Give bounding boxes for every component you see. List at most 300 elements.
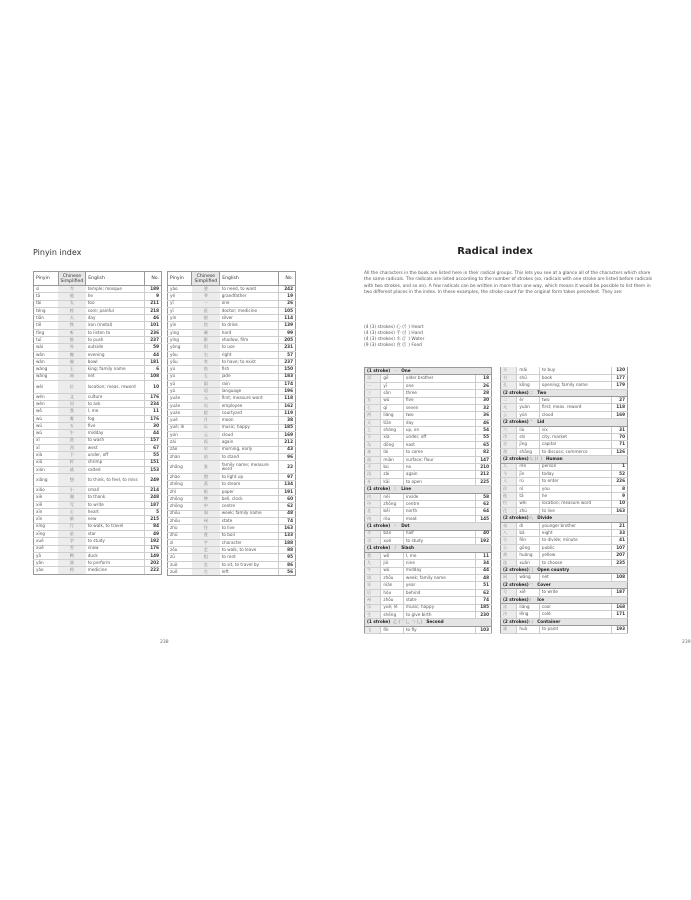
chinese-cell: 张 — [192, 461, 220, 474]
table-row — [168, 532, 296, 539]
english-cell: net — [86, 373, 145, 380]
col-number: No. — [145, 272, 162, 286]
english-cell: moon — [220, 417, 279, 424]
chinese-cell: 五 — [58, 423, 86, 430]
pinyin-cell: zài — [168, 439, 192, 446]
number-cell: 36 — [475, 412, 491, 419]
english-cell: year — [403, 582, 475, 589]
table-row — [168, 300, 296, 307]
pinyin-cell: jīng — [517, 441, 540, 448]
radical-name: Two — [537, 389, 547, 395]
english-cell: sore; painful — [86, 307, 145, 314]
chinese-cell: 内 — [365, 493, 381, 500]
number-cell: 176 — [145, 545, 162, 552]
chinese-cell: 字 — [192, 539, 220, 546]
english-cell: state — [403, 597, 475, 604]
english-cell: to enter — [539, 478, 611, 485]
table-row — [501, 441, 628, 448]
table-row — [365, 530, 492, 537]
group-header-cell — [501, 567, 628, 574]
radical-name: Open country — [537, 566, 570, 572]
chinese-cell: 爷 — [192, 293, 220, 300]
english-cell: you — [539, 485, 611, 492]
table-row — [168, 329, 296, 336]
table-row — [365, 404, 492, 411]
table-row — [168, 286, 296, 293]
number-cell: 168 — [611, 604, 627, 611]
table-row — [34, 408, 162, 415]
table-row — [501, 367, 628, 374]
english-cell: net — [539, 574, 611, 581]
table-row — [501, 500, 628, 507]
pinyin-cell: xià — [34, 452, 59, 459]
table-row — [168, 373, 296, 380]
pinyin-cell: fēn — [517, 537, 540, 544]
english-cell: city, market — [539, 434, 611, 441]
pinyin-cell: rén — [517, 463, 540, 470]
english-cell: week; family name — [220, 510, 279, 517]
intro-paragraph: All the characters in the book are listed here in their radical groups. This lets you see at a glance all of the characters which share the same radicals. The radicals are listed according to the number of strokes (so, radicals with one stroke are listed before radicals with two strokes, and so on). A few radicals can be written in more than one way, which means it would be possible to list them in two different places in the index. In these examples, the stroke count for the original form takes precedent. They are: — [364, 271, 653, 295]
table-row — [34, 474, 162, 487]
chinese-cell: 五 — [365, 397, 381, 404]
pinyin-cell: zuǒ — [168, 568, 192, 575]
number-cell: 231 — [279, 344, 296, 351]
radical-group-header — [501, 567, 628, 574]
table-row — [34, 423, 162, 430]
table-row — [168, 496, 296, 503]
english-cell: location; meas. reword — [86, 380, 145, 393]
number-cell: 153 — [145, 466, 162, 473]
table-row — [168, 424, 296, 431]
number-cell: 38 — [279, 417, 296, 424]
table-row — [365, 390, 492, 397]
table-row — [365, 508, 492, 515]
chinese-cell: 碗 — [58, 358, 86, 365]
radical-group-header — [365, 523, 492, 530]
pinyin-cell: liáng — [517, 604, 540, 611]
number-cell: 51 — [475, 582, 491, 589]
table-row — [168, 315, 296, 322]
radical-glyph: 丶 — [393, 523, 398, 529]
pinyin-cell: yún — [168, 431, 192, 438]
english-cell: to need, to want — [220, 286, 279, 293]
english-cell: grandfather — [220, 293, 279, 300]
number-cell: 226 — [611, 478, 627, 485]
chinese-cell: 哥 — [365, 375, 381, 382]
english-cell: yellow — [539, 552, 611, 559]
english-cell: surface; flour — [403, 456, 475, 463]
number-cell: 215 — [145, 516, 162, 523]
english-cell: star — [86, 530, 145, 537]
pinyin-cell: yuè; lè — [168, 424, 192, 431]
pinyin-cell: miàn — [381, 456, 404, 463]
pinyin-cell: zhōng — [168, 496, 192, 503]
english-cell: again — [220, 439, 279, 446]
pinyin-cell: yī — [168, 307, 192, 314]
english-cell: right — [220, 351, 279, 358]
chinese-cell: 影 — [192, 337, 220, 344]
number-cell: 21 — [611, 522, 627, 529]
pinyin-cell: wǎn — [34, 351, 59, 358]
radical-group-header — [501, 389, 628, 396]
stroke-count: (1 stroke) — [367, 523, 391, 529]
pinyin-cell: yuán — [168, 395, 192, 402]
english-cell: to give birth — [403, 611, 475, 618]
number-cell: 57 — [279, 351, 296, 358]
stroke-count: (2 strokes) — [503, 515, 529, 521]
number-cell: 59 — [145, 344, 162, 351]
radical-glyph: 丨 — [393, 486, 398, 492]
number-cell: 207 — [611, 552, 627, 559]
radical-table-1 — [364, 367, 492, 634]
pinyin-cell: wǔ — [34, 430, 59, 437]
chinese-cell: 商 — [501, 448, 517, 455]
group-header-cell — [365, 523, 492, 530]
number-cell: 230 — [475, 611, 491, 618]
table-row — [34, 344, 162, 351]
pinyin-cell: nǐ — [517, 485, 540, 492]
number-cell: 151 — [145, 459, 162, 466]
english-cell: too — [86, 300, 145, 307]
table-row — [365, 375, 492, 382]
pinyin-cell: wǎng — [517, 574, 540, 581]
chinese-cell: 上 — [365, 427, 381, 434]
table-row — [365, 471, 492, 478]
chinese-cell: 乐 — [192, 424, 220, 431]
english-cell: to write — [86, 501, 145, 508]
number-cell: 248 — [145, 494, 162, 501]
chinese-cell: 洗 — [58, 437, 86, 444]
number-cell: 179 — [611, 382, 627, 389]
table-row — [501, 559, 628, 566]
radical-name: Cover — [537, 581, 551, 587]
chinese-cell: 左 — [192, 568, 220, 575]
number-cell: 249 — [145, 474, 162, 487]
table-row — [168, 351, 296, 358]
number-cell: 30 — [475, 397, 491, 404]
pinyin-cell: zhōu — [381, 597, 404, 604]
page-number: 238 — [160, 640, 169, 645]
english-cell: cool — [539, 604, 611, 611]
chinese-cell: 开 — [365, 478, 381, 485]
radical-name: Lid — [537, 419, 545, 425]
col-pinyin: Pinyin — [168, 272, 192, 286]
pinyin-cell: zǒu — [168, 547, 192, 554]
chinese-cell: 京 — [501, 441, 517, 448]
english-cell: behind — [403, 589, 475, 596]
number-cell: 214 — [145, 487, 162, 494]
number-cell: 32 — [475, 404, 491, 411]
pinyin-cell: liù — [517, 426, 540, 433]
table-row — [501, 485, 628, 492]
english-cell: half — [403, 530, 475, 537]
chinese-cell: 演 — [58, 560, 86, 567]
english-cell: five — [86, 423, 145, 430]
radical-glyph: 一 — [393, 367, 398, 373]
group-header-cell — [365, 486, 492, 493]
pinyin-cell: yuán — [517, 404, 540, 411]
table-row — [168, 503, 296, 510]
english-cell: cold — [539, 611, 611, 618]
pinyin-cell: yé — [168, 293, 192, 300]
pinyin-cell: yā — [34, 552, 59, 559]
english-cell: to live — [220, 525, 279, 532]
pinyin-cell: yuè; lè — [381, 604, 404, 611]
number-cell: 108 — [611, 574, 627, 581]
pinyin-cell: bā — [517, 530, 540, 537]
pinyin-cell: zhāng — [168, 461, 192, 474]
number-cell: 193 — [611, 626, 627, 633]
pinyin-cell: xiǎng — [34, 474, 59, 487]
stroke-count: (2 strokes) — [503, 596, 529, 602]
english-cell: centre — [403, 501, 475, 508]
chinese-cell: 租 — [192, 554, 220, 561]
table-row — [168, 388, 296, 395]
chinese-cell: 生 — [365, 611, 381, 618]
number-cell: 48 — [475, 574, 491, 581]
chinese-cell: 入 — [501, 478, 517, 485]
english-cell: cloud — [220, 431, 279, 438]
radical-glyph: 丿 — [393, 545, 398, 551]
radical-name: Slash — [401, 545, 414, 551]
english-cell: to fly — [403, 626, 475, 633]
number-cell: 212 — [475, 471, 491, 478]
english-cell: to stand — [220, 453, 279, 460]
chinese-cell: 七 — [365, 404, 381, 411]
chinese-cell: 西 — [58, 444, 86, 451]
radical-group-header — [365, 619, 492, 626]
english-cell: shrimp — [86, 459, 145, 466]
col-chinese: Chinese Simplified — [58, 272, 86, 286]
number-cell: 48 — [279, 510, 296, 517]
english-cell: jade — [220, 373, 279, 380]
number-cell: 118 — [611, 404, 627, 411]
table-row — [168, 453, 296, 460]
chinese-cell: 早 — [192, 446, 220, 453]
table-row — [501, 552, 628, 559]
table-row — [168, 481, 296, 488]
table-row — [365, 456, 492, 463]
table-row — [168, 561, 296, 568]
english-cell: small — [86, 487, 145, 494]
chinese-cell: 坐 — [192, 561, 220, 568]
number-cell: 205 — [279, 337, 296, 344]
radical-glyph: 人 (亻) — [529, 456, 542, 462]
table-row — [501, 374, 628, 381]
table-header — [168, 272, 296, 286]
chinese-cell: 药 — [58, 567, 86, 574]
table-row — [34, 444, 162, 451]
number-cell: 88 — [279, 547, 296, 554]
english-cell: day — [403, 419, 475, 426]
stroke-count: (1 stroke) — [367, 367, 391, 373]
group-header-cell — [501, 581, 628, 588]
stroke-count: (1 stroke) — [367, 619, 391, 625]
chinese-cell: 他 — [58, 293, 86, 300]
chinese-cell: 周 — [365, 574, 381, 581]
pinyin-cell: wǎn — [34, 358, 59, 365]
number-cell: 84 — [145, 523, 162, 530]
number-cell: 33 — [611, 530, 627, 537]
chinese-cell: 学 — [58, 538, 86, 545]
pinyin-cell: zhōu — [381, 574, 404, 581]
table-row — [168, 488, 296, 495]
english-cell: person — [539, 463, 611, 470]
number-cell: 235 — [611, 559, 627, 566]
pinyin-cell: zǎo — [168, 446, 192, 453]
chinese-cell: 咸 — [58, 466, 86, 473]
table-row — [34, 487, 162, 494]
table-row — [365, 537, 492, 544]
chinese-cell: 下 — [58, 452, 86, 459]
radical-table-2 — [500, 367, 628, 634]
chinese-cell: 孔 — [501, 382, 517, 389]
chinese-cell: 住 — [501, 507, 517, 514]
english-cell: to paint — [539, 626, 611, 633]
table-row — [34, 366, 162, 373]
radical-glyph: 冖 — [529, 581, 534, 587]
chinese-cell: 州 — [192, 517, 220, 524]
group-header-cell — [501, 389, 628, 396]
english-cell: to walk, to travel — [86, 523, 145, 530]
stroke-count: (2 strokes) — [503, 389, 529, 395]
english-cell: to steam — [220, 481, 279, 488]
table-row — [501, 589, 628, 596]
table-row — [34, 415, 162, 422]
col-english: English — [86, 272, 145, 286]
number-cell: 60 — [279, 496, 296, 503]
chinese-cell: 王 — [58, 366, 86, 373]
radical-group-header — [501, 618, 628, 625]
table-row — [34, 560, 162, 567]
number-cell: 120 — [611, 367, 627, 374]
group-header-cell — [365, 545, 492, 552]
pinyin-cell: wèi — [34, 380, 59, 393]
number-cell: 210 — [475, 464, 491, 471]
chinese-cell: 院 — [192, 410, 220, 417]
table-row — [34, 437, 162, 444]
english-cell: hard — [220, 329, 279, 336]
english-cell: language — [220, 388, 279, 395]
english-cell: to divide; minute — [539, 537, 611, 544]
table-row — [168, 461, 296, 474]
table-row — [501, 493, 628, 500]
english-cell: midday — [86, 430, 145, 437]
table-row — [34, 401, 162, 408]
pinyin-cell: jiǔ — [381, 560, 404, 567]
stroke-count: (2 strokes) — [503, 581, 529, 587]
pinyin-cell: zhàn — [168, 453, 192, 460]
chinese-cell: 雪 — [58, 545, 86, 552]
pinyin-cell: wén — [34, 393, 59, 400]
pinyin-cell: sān — [381, 390, 404, 397]
chinese-cell: 弟 — [501, 522, 517, 529]
table-row — [168, 402, 296, 409]
number-cell: 212 — [279, 439, 296, 446]
chinese-cell: 晚 — [58, 351, 86, 358]
chinese-cell: 黄 — [501, 552, 517, 559]
group-header-cell — [501, 419, 628, 426]
pinyin-cell: yòu — [168, 351, 192, 358]
pinyin-cell: xiā — [34, 459, 59, 466]
number-cell: 82 — [475, 449, 491, 456]
english-cell: no — [403, 464, 475, 471]
table-row — [34, 373, 162, 380]
pinyin-cell: yào — [168, 286, 192, 293]
table-row — [34, 307, 162, 314]
number-cell: 196 — [279, 388, 296, 395]
table-row — [34, 530, 162, 537]
english-cell: to write — [539, 589, 611, 596]
chinese-cell: 下 — [365, 434, 381, 441]
pinyin-cell: běi — [381, 508, 404, 515]
number-cell: 5 — [145, 509, 162, 516]
table-row — [365, 441, 492, 448]
number-cell: 171 — [611, 611, 627, 618]
number-cell: 107 — [611, 544, 627, 551]
pinyin-cell: xià — [381, 434, 404, 441]
table-row — [34, 545, 162, 552]
pinyin-cell: zhēng — [168, 481, 192, 488]
pinyin-cell: wáng — [34, 366, 59, 373]
english-cell: to discuss; commerce — [539, 448, 611, 455]
pinyin-cell: tā — [34, 293, 59, 300]
pinyin-cell: yuàn — [168, 410, 192, 417]
chinese-cell: 一 — [365, 382, 381, 389]
chinese-cell: 飞 — [365, 626, 381, 633]
chinese-cell: 疼 — [58, 307, 86, 314]
chinese-cell: 州 — [365, 597, 381, 604]
table-row — [365, 501, 492, 508]
table-row — [34, 466, 162, 473]
pinyin-cell: xuǎn — [517, 559, 540, 566]
pinyin-cell: shàng — [381, 427, 404, 434]
pinyin-cell: zhōng — [168, 503, 192, 510]
english-cell: again — [403, 471, 475, 478]
english-cell: music; happy — [403, 604, 475, 611]
table-row — [34, 293, 162, 300]
pinyin-cell: yǐng — [168, 337, 192, 344]
table-row — [501, 544, 628, 551]
number-cell: 49 — [145, 530, 162, 537]
number-cell: 74 — [279, 517, 296, 524]
table-row — [168, 344, 296, 351]
pinyin-cell: xíng — [34, 523, 59, 530]
chinese-cell: 北 — [365, 508, 381, 515]
chinese-cell: 中 — [365, 501, 381, 508]
english-cell: to have; to exist — [220, 358, 279, 365]
number-cell: 114 — [279, 315, 296, 322]
table-row — [365, 412, 492, 419]
number-cell: 183 — [279, 373, 296, 380]
english-cell: he — [86, 293, 145, 300]
english-cell: I, me — [86, 408, 145, 415]
chinese-cell: 一 — [192, 300, 220, 307]
chinese-cell: 书 — [501, 374, 517, 381]
pinyin-cell: zhōu — [168, 517, 192, 524]
pinyin-cell: zhǐ — [168, 488, 192, 495]
number-cell: 28 — [475, 390, 491, 397]
number-cell: 181 — [145, 358, 162, 365]
pinyin-cell: gē — [381, 375, 404, 382]
english-cell: six — [539, 426, 611, 433]
table-row — [365, 434, 492, 441]
english-cell: older brother — [403, 375, 475, 382]
radical-glyph: 凵 — [529, 618, 534, 624]
number-cell: 64 — [475, 508, 491, 515]
number-cell: 74 — [475, 597, 491, 604]
pinyin-cell: liǎng — [381, 412, 404, 419]
